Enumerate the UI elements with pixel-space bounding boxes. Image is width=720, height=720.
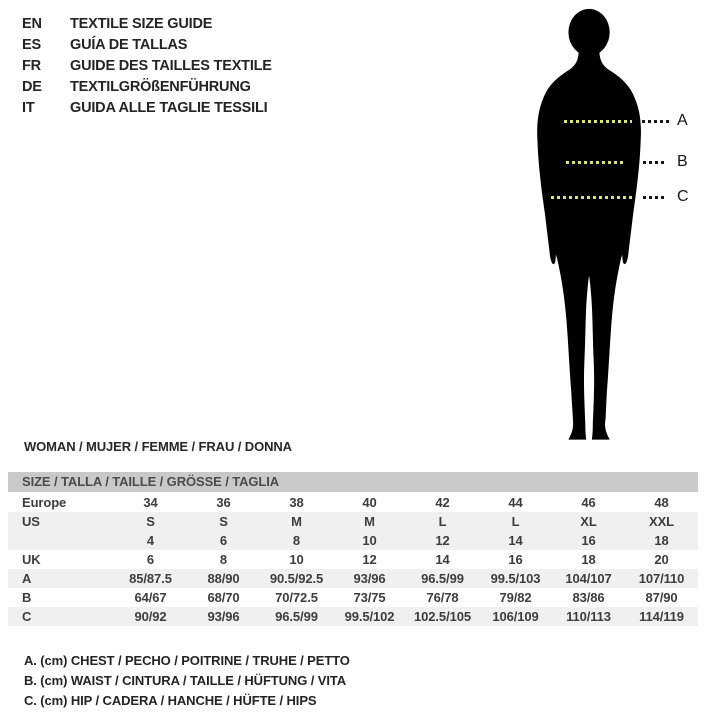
size-table-cell: 6 [219, 533, 228, 548]
size-table-cell: 12 [435, 533, 450, 548]
size-table-cell: 16 [508, 552, 523, 567]
hip-dotted-line-leader [643, 196, 664, 199]
size-table-cell: 106/109 [492, 609, 539, 624]
size-table-cell: 70/72.5 [275, 590, 318, 605]
size-table-cell: 14 [508, 533, 523, 548]
chest-dotted-line-body [564, 120, 632, 123]
size-table-cell: L [511, 514, 520, 529]
size-table-cell: 73/75 [353, 590, 386, 605]
size-table-cell: 79/82 [499, 590, 532, 605]
waist-dotted-line-leader [643, 161, 664, 164]
measurement-legend [24, 651, 350, 711]
language-row [22, 55, 272, 76]
size-table-cell: 68/70 [207, 590, 240, 605]
size-table-row [8, 550, 698, 569]
legend-line: C. (cm) HIP / CADERA / HANCHE / HÜFTE / HIPS [24, 693, 317, 708]
size-table-cell: 90/92 [134, 609, 167, 624]
language-code: FR [22, 57, 41, 74]
size-table-row [8, 531, 698, 550]
size-table-row-label: B [22, 590, 32, 605]
language-title: GUÍA DE TALLAS [70, 36, 188, 53]
size-table-cell: XXL [649, 514, 674, 529]
language-row [22, 34, 272, 55]
language-code: IT [22, 99, 35, 116]
size-table-cell: 48 [654, 495, 669, 510]
size-table-row-label: UK [22, 552, 41, 567]
language-row [22, 13, 272, 34]
section-heading-woman: WOMAN / MUJER / FEMME / FRAU / DONNA [24, 439, 292, 454]
size-table-cell: 99.5/102 [344, 609, 395, 624]
size-table-cell: 18 [654, 533, 669, 548]
size-table-body [8, 493, 698, 626]
size-table-cell: 93/96 [353, 571, 386, 586]
size-table-row-label: Europe [22, 495, 67, 510]
size-table-row-label: C [22, 609, 32, 624]
size-table-cell: 88/90 [207, 571, 240, 586]
size-table-cell: 85/87.5 [129, 571, 172, 586]
size-table-cell: M [364, 514, 375, 529]
size-table-row [8, 607, 698, 626]
size-table-header: SIZE / TALLA / TAILLE / GRÖSSE / TAGLIA [8, 472, 698, 492]
size-table-cell: 4 [146, 533, 155, 548]
woman-silhouette-figure [515, 8, 665, 448]
size-table-cell: 8 [292, 533, 301, 548]
size-table-cell: 96.5/99 [421, 571, 464, 586]
chest-dotted-line-leader [642, 120, 669, 123]
size-table-cell: 42 [435, 495, 450, 510]
size-table-cell: 34 [143, 495, 158, 510]
size-table-cell: S [146, 514, 155, 529]
language-code: DE [22, 78, 42, 95]
size-table-row [8, 512, 698, 531]
size-table-cell: 114/119 [639, 609, 684, 624]
size-table-cell: 10 [362, 533, 377, 548]
size-table-cell: 38 [289, 495, 304, 510]
size-table-cell: 16 [581, 533, 596, 548]
size-table-cell: 107/110 [638, 571, 685, 586]
size-table-cell: 90.5/92.5 [269, 571, 324, 586]
size-table-cell: 14 [435, 552, 450, 567]
language-title: TEXTILGRÖßENFÜHRUNG [70, 78, 251, 95]
waist-dotted-line-body [566, 161, 626, 164]
size-table-cell: 83/86 [572, 590, 605, 605]
language-title-list [22, 13, 272, 118]
size-table-cell: 76/78 [426, 590, 459, 605]
size-table-row-label: US [22, 514, 40, 529]
language-code: ES [22, 36, 41, 53]
size-table-cell: 64/67 [134, 590, 167, 605]
size-table-cell: 10 [289, 552, 304, 567]
marker-label-a: A [677, 112, 688, 129]
size-table-cell: 36 [216, 495, 231, 510]
size-table-cell: 40 [362, 495, 377, 510]
size-table-row [8, 588, 698, 607]
size-table-cell: XL [580, 514, 597, 529]
size-table-row [8, 569, 698, 588]
size-table-cell: L [438, 514, 447, 529]
size-table-cell: 46 [581, 495, 596, 510]
size-table-cell: 12 [362, 552, 377, 567]
language-code: EN [22, 15, 42, 32]
size-table-cell: M [291, 514, 302, 529]
size-table-cell: 110/113 [566, 609, 611, 624]
marker-label-c: C [677, 188, 689, 205]
size-table-cell: 99.5/103 [490, 571, 541, 586]
size-table-row-label: A [22, 571, 32, 586]
size-table-cell: 93/96 [207, 609, 240, 624]
language-title: GUIDA ALLE TAGLIE TESSILI [70, 99, 268, 116]
language-title: TEXTILE SIZE GUIDE [70, 15, 213, 32]
size-table-cell: 102.5/105 [414, 609, 471, 624]
size-table [8, 472, 698, 626]
size-table-row [8, 493, 698, 512]
legend-line: A. (cm) CHEST / PECHO / POITRINE / TRUHE / PETTO [24, 653, 350, 668]
woman-silhouette-icon [515, 8, 665, 448]
marker-label-b: B [677, 153, 688, 170]
size-table-cell: 6 [146, 552, 155, 567]
legend-line: B. (cm) WAIST / CINTURA / TAILLE / HÜFTUNG / VITA [24, 673, 347, 688]
hip-dotted-line-body [551, 196, 633, 199]
size-table-cell: 18 [581, 552, 596, 567]
language-row [22, 76, 272, 97]
size-table-cell: S [219, 514, 228, 529]
language-row [22, 97, 272, 118]
size-table-cell: 104/107 [565, 571, 612, 586]
size-table-cell: 20 [654, 552, 669, 567]
size-table-cell: 8 [219, 552, 228, 567]
size-table-cell: 87/90 [645, 590, 678, 605]
size-table-cell: 96.5/99 [275, 609, 318, 624]
size-table-cell: 44 [508, 495, 523, 510]
language-title: GUIDE DES TAILLES TEXTILE [70, 57, 272, 74]
